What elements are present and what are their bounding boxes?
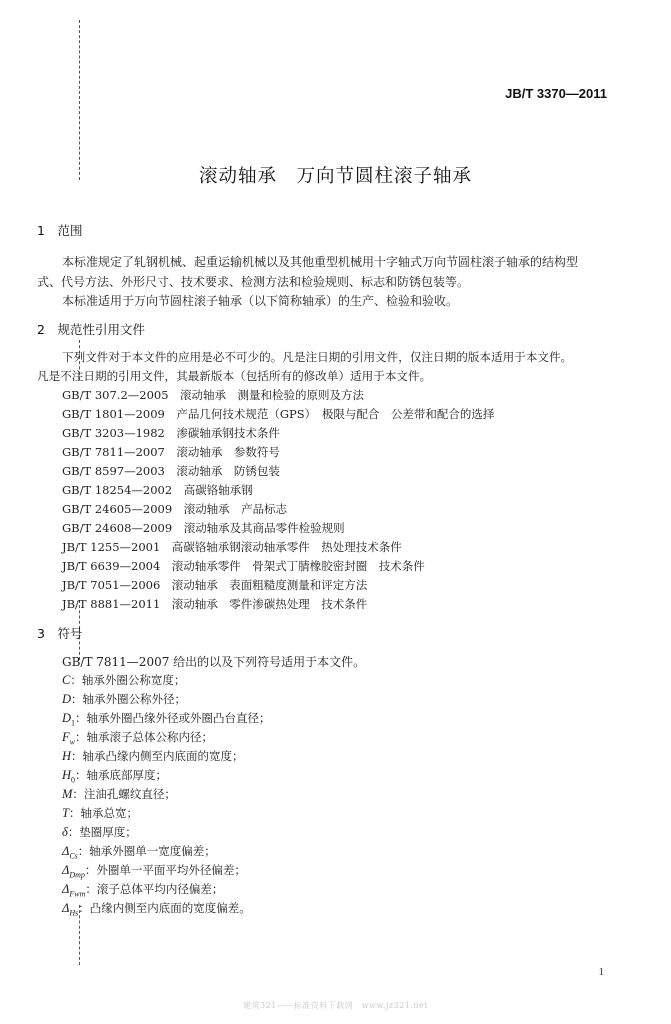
reference-item: JB/T 1255—2001 高碳铬轴承钢滚动轴承零件 热处理技术条件 <box>62 540 402 554</box>
symbol-description: ：轴承凸缘内侧至内底面的宽度； <box>71 749 244 763</box>
reference-item: JB/T 6639—2004 滚动轴承零件 骨架式丁腈橡胶密封圈 技术条件 <box>62 559 425 573</box>
reference-item: GB/T 1801—2009 产品几何技术规范（GPS） 极限与配合 公差带和配合的选择 <box>62 407 495 421</box>
symbol-entry <box>62 824 137 840</box>
reference-item: JB/T 7051—2006 滚动轴承 表面粗糙度测量和评定方法 <box>62 578 368 592</box>
symbol-description: ：注油孔螺纹直径； <box>72 787 176 801</box>
symbol-description: ：轴承滚子总体公称内径； <box>74 730 213 744</box>
symbol-D1: $D_1$ <box>62 711 76 728</box>
symbol-delta-Hs: $\Delta_{Hs}$ <box>62 901 79 918</box>
symbol-description: ：外圈单一平面平均外径偏差； <box>84 863 246 877</box>
symbol-entry <box>62 767 167 785</box>
reference-item: GB/T 18254—2002 高碳铬轴承钢 <box>62 483 253 497</box>
symbol-Fw: $F_w$ <box>62 730 75 747</box>
symbol-entry <box>62 862 246 880</box>
symbol-entry <box>62 691 186 707</box>
symbol-entry <box>62 710 271 728</box>
symbol-delta-Dmp: $\Delta_{Dmp}$ <box>62 863 85 880</box>
symbols-intro: GB/T 7811—2007 给出的以及下列符号适用于本文件。 <box>62 655 366 669</box>
symbol-C: C <box>62 673 71 687</box>
symbol-H0: $H_0$ <box>62 768 76 785</box>
symbol-entry <box>62 729 213 747</box>
symbol-entry <box>62 805 138 821</box>
symbol-entry <box>62 881 223 899</box>
symbol-M: M <box>62 787 73 801</box>
reference-item: JB/T 8881—2011 滚动轴承 零件渗碳热处理 技术条件 <box>62 597 368 611</box>
symbol-delta-Fwm: $\Delta_{Fwm}$ <box>62 882 86 899</box>
symbol-T: T <box>62 806 69 820</box>
reference-item: GB/T 24605—2009 滚动轴承 产品标志 <box>62 502 288 516</box>
symbol-description: ：轴承外圈凸缘外径或外圈凸台直径； <box>75 711 271 725</box>
section-1-heading: 1 范围 <box>37 223 83 238</box>
scope-paragraph-1a: 本标准规定了轧钢机械、起重运输机械以及其他重型机械用十字轴式万向节圆柱滚子轴承的结构型 <box>62 255 579 269</box>
symbol-D: D <box>62 692 72 706</box>
scope-paragraph-1b: 式、代号方法、外形尺寸、技术要求、检测方法和检验规则、标志和防锈包装等。 <box>37 275 470 289</box>
symbol-description: ：滚子总体平均内径偏差； <box>85 882 224 896</box>
symbol-entry <box>62 672 185 688</box>
symbol-H: H <box>62 749 72 763</box>
reference-item: GB/T 24608—2009 滚动轴承及其商品零件检验规则 <box>62 521 345 535</box>
section-3-heading: 3 符号 <box>37 626 83 641</box>
symbol-delta-Cs: $\Delta_{Cs}$ <box>62 844 78 861</box>
section-2-heading: 2 规范性引用文件 <box>37 322 145 337</box>
symbol-description: ：轴承外圈公称宽度； <box>70 673 186 687</box>
reference-item: GB/T 307.2—2005 滚动轴承 测量和检验的原则及方法 <box>62 388 365 402</box>
scope-paragraph-2: 本标准适用于万向节圆柱滚子轴承（以下简称轴承）的生产、检验和验收。 <box>62 294 459 308</box>
references-intro-a: 下列文件对于本文件的应用是必不可少的。凡是注日期的引用文件，仅注日期的版本适用于本文件。 <box>62 350 573 364</box>
page-number: 1 <box>598 966 604 978</box>
reference-item: GB/T 3203—1982 渗碳轴承钢技术条件 <box>62 426 280 440</box>
standard-number: JB/T 3370—2011 <box>505 86 607 101</box>
symbol-entry <box>62 748 244 764</box>
symbol-description: ：凸缘内侧至内底面的宽度偏差。 <box>78 901 251 915</box>
reference-item: GB/T 8597—2003 滚动轴承 防锈包装 <box>62 464 280 478</box>
document-title: 滚动轴承 万向节圆柱滚子轴承 <box>198 166 472 187</box>
symbol-entry <box>62 843 216 861</box>
references-intro-b: 凡是不注日期的引用文件，其最新版本（包括所有的修改单）适用于本文件。 <box>37 369 432 383</box>
symbol-description: ：垫圈厚度； <box>67 825 137 839</box>
symbol-description: ：轴承外圈公称外径； <box>71 692 187 706</box>
symbol-description: ：轴承底部厚度； <box>75 768 168 782</box>
symbol-entry <box>62 900 251 918</box>
symbol-delta: δ <box>62 825 68 839</box>
margin-line <box>79 20 80 180</box>
symbol-entry <box>62 786 176 802</box>
symbol-description: ：轴承总宽； <box>68 806 138 820</box>
symbol-description: ：轴承外圈单一宽度偏差； <box>77 844 216 858</box>
reference-item: GB/T 7811—2007 滚动轴承 参数符号 <box>62 445 280 459</box>
watermark-text: 建筑321——标准资料下载网 www.jz321.net <box>242 1001 428 1010</box>
